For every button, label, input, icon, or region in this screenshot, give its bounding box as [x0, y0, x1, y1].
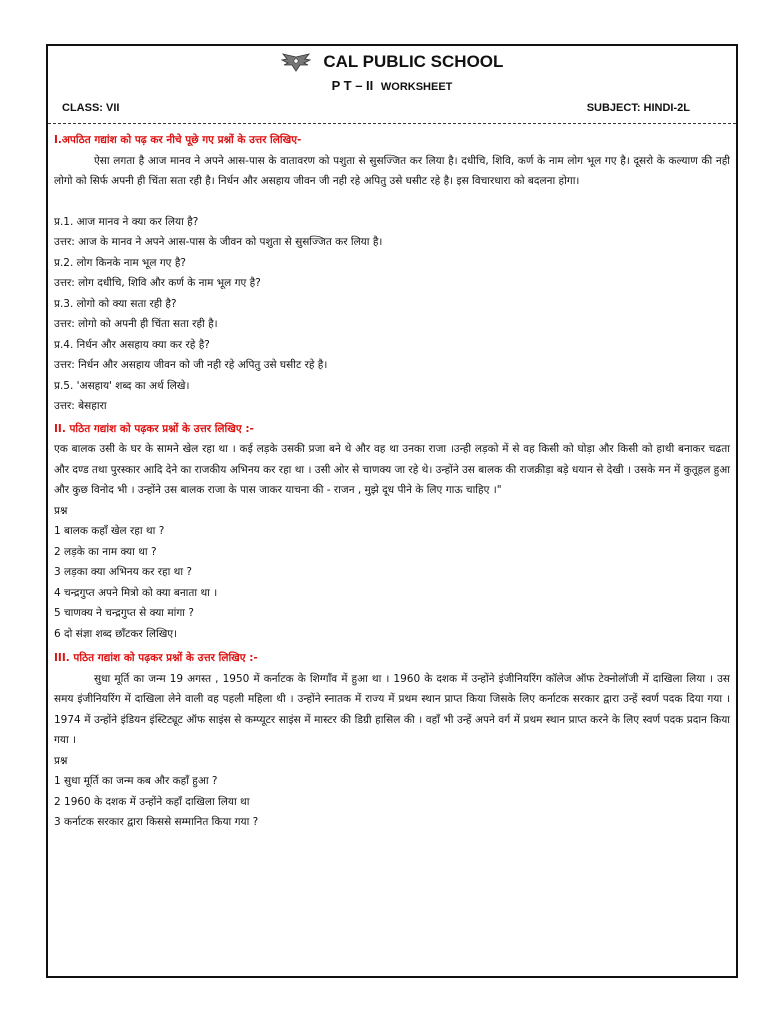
worksheet-page	[46, 44, 738, 978]
pt-title	[48, 78, 736, 93]
qa-line: प्र.5. 'असहाय' शब्द का अर्थ लिखे।	[54, 379, 190, 392]
section-2-title: II. पठित गद्यांश को पढ़कर प्रश्नों के उत्तर लिखिए :-	[54, 422, 254, 435]
worksheet-header	[48, 46, 736, 124]
question-line: 3 कर्नाटक सरकार द्वारा किससे सम्मानित किया गया ?	[54, 816, 259, 828]
questions-label: प्रश्न	[54, 504, 68, 517]
qa-line: उत्तर: बेसहारा	[54, 400, 107, 412]
question-line: 3 लड़का क्या अभिनय कर रहा था ?	[54, 566, 192, 578]
question-line: 4 चन्द्रगुप्त अपने मित्रो को क्या बनाता था ।	[54, 586, 218, 599]
pt-label: P T – II	[331, 78, 374, 93]
section-2-passage: एक बालक उसी के घर के सामने खेल रहा था । कई लड़के उसकी प्रजा बने थे और वह था उनका राजा ।उन्ही लड़को में से वह किसी को घोड़ा और किसी को हाथी बनाकर चढता और दण्ड तथा पुरस्कार आदि देने का राजकीय अभिनय कर रहा था । उसी ओर से चाणक्य जा रहे थे। उन्होंने उस बालक की राजक्रीड़ा बड़े धयान से देखी । उसके मन में कुतूहल हुआ और कुछ विनोद भी । उन्होंने उस बालक राजा के पास जाकर याचना की - राजन , मुझे दूध पीने के लिए गाऊ चाहिए ।"	[54, 443, 730, 496]
worksheet-label: WORKSHEET	[380, 81, 453, 93]
question-line: 6 दो संज्ञा शब्द छाँटकर लिखिए।	[54, 627, 178, 640]
school-emblem-icon	[281, 53, 311, 73]
qa-line: प्र.1. आज मानव ने क्या कर लिया है?	[54, 215, 199, 228]
question-line: 5 चाणक्य ने चन्द्रगुप्त से क्या मांगा ?	[54, 607, 194, 619]
qa-line: उत्तर: लोग दधीचि, शिवि और कर्ण के नाम भूल गए है?	[54, 277, 261, 289]
section-1-passage: ऐसा लगता है आज मानव ने अपने आस-पास के वातावरण को पशुता से सुसज्जित कर लिया है। दधीचि, शिवि, कर्ण के नाम लोग भूल गए है। दूसरो के कल्याण की नही लोगो को सिर्फ अपनी ही चिंता सता रही है। निर्धन और असहाय जीवन जी नही रहे अपितु उसे घसीट रहे है। इस विचारधारा को बदलना होगा।	[54, 154, 730, 187]
question-line: 2 लड़के का नाम क्या था ?	[54, 545, 157, 558]
spacer	[54, 192, 730, 212]
qa-line: प्र.3. लोगो को क्या सता रही है?	[54, 297, 177, 310]
questions-label: प्रश्न	[54, 754, 68, 767]
question-line: 2 1960 के दशक में उन्होंने कहाँ दाखिला लिया था	[54, 795, 250, 808]
qa-line: उत्तर: लोगो को अपनी ही चिंता सता रही है।	[54, 318, 218, 330]
section-3-title: III. पठित गद्यांश को पढ़कर प्रश्नों के उत्तर लिखिए :-	[54, 652, 258, 664]
header-divider	[48, 123, 736, 124]
subject-label: SUBJECT: HINDI-2L	[586, 102, 690, 114]
school-name: CAL PUBLIC SCHOOL	[323, 52, 504, 71]
class-label: CLASS: VII	[62, 102, 120, 114]
worksheet-content	[54, 130, 730, 833]
section-3-passage: सुधा मूर्ति का जन्म 19 अगस्त , 1950 में कर्नाटक के शिग्गाँव में हुआ था । 1960 के दशक में उन्होंने इंजीनियरिंग कॉलेज ऑफ टेक्नोलॉजी में दाखिला लिया । उस समय इंजीनियरिंग में दाखिला लेने वाली वह पहली महिला थी । उन्होंने स्नातक में राज्य में प्रथम स्थान प्राप्त किया जिसके लिए कर्नाटक सरकार द्वारा उन्हें स्वर्ण पदक दिया गया । 1974 में उन्होंने इंडियन इंस्टिट्यूट ऑफ साइंस से कम्प्यूटर साइंस में मास्टर की डिग्री हासिल की । वहाँ भी उन्हें अपने वर्ग में प्रथम स्थान प्राप्त करने के लिए स्वर्ण पदक प्रदान किया गया ।	[54, 672, 730, 746]
qa-line: उत्तर: आज के मानव ने अपने आस-पास के जीवन को पशुता से सुसज्जित कर लिया है।	[54, 236, 383, 248]
qa-line: प्र.4. निर्धन और असहाय क्या कर रहे है?	[54, 338, 210, 351]
section-1-title: I.अपठित गद्यांश को पढ़ कर नीचे पूछे गए प्रश्नों के उत्तर लिखिए-	[54, 134, 302, 146]
question-line: 1 सुधा मूर्ति का जन्म कब और कहाँ हुआ ?	[54, 775, 218, 787]
school-title-row	[48, 52, 736, 73]
qa-line: प्र.2. लोग किनके नाम भूल गए है?	[54, 256, 186, 269]
qa-line: उत्तर: निर्धन और असहाय जीवन को जी नही रहे अपितु उसे घसीट रहे है।	[54, 359, 328, 371]
question-line: 1 बालक कहाँ खेल रहा था ?	[54, 525, 165, 537]
